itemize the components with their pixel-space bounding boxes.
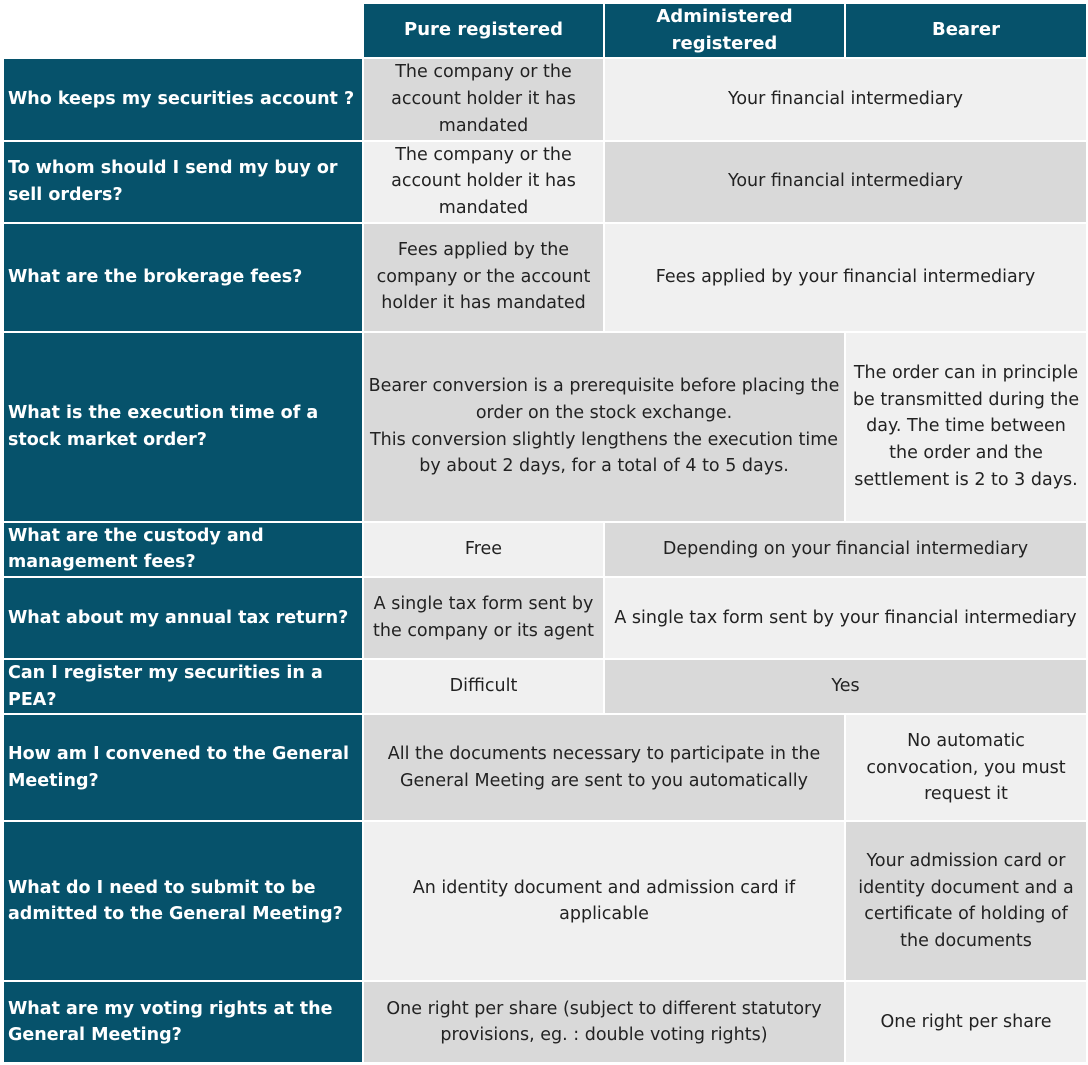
answer-pure: A single tax form sent by the company or its agent [364, 578, 603, 658]
col-header-pure: Pure registered [364, 4, 603, 57]
answer-bearer: Your admission card or identity document and a certificate of holding of the documents [846, 822, 1086, 980]
row-question: What are the custody and management fees? [4, 523, 362, 576]
answer-line: This conversion slightly lengthens the execution time by about 2 days, for a total of 4 to 5 days. [369, 429, 839, 477]
answer-bearer: One right per share [846, 982, 1086, 1062]
answer-bearer: No automatic convocation, you must request it [846, 715, 1086, 820]
answer-pure: Fees applied by the company or the account holder it has mandated [364, 224, 603, 331]
row-question: Can I register my securities in a PEA? [4, 660, 362, 713]
row-question: What is the execution time of a stock market order? [4, 333, 362, 521]
answer-pure-administered: An identity document and admission card if applicable [364, 822, 844, 980]
answer-pure-administered: All the documents necessary to participate in the General Meeting are sent to you automatically [364, 715, 844, 820]
answer-bearer: The order can in principle be transmitted during the day. The time between the order and the settlement is 2 to 3 days. [846, 333, 1086, 521]
table-row [4, 822, 1086, 980]
answer-administered-bearer: Your financial intermediary [605, 59, 1086, 139]
col-header-bearer: Bearer [846, 4, 1086, 57]
comparison-table [2, 2, 1088, 1064]
answer-administered-bearer: Fees applied by your financial intermediary [605, 224, 1086, 331]
answer-administered-bearer: Your financial intermediary [605, 142, 1086, 222]
answer-pure: The company or the account holder it has mandated [364, 59, 603, 139]
table-row [4, 660, 1086, 713]
answer-administered-bearer: Depending on your financial intermediary [605, 523, 1086, 576]
table-row [4, 715, 1086, 820]
table-row [4, 142, 1086, 222]
answer-pure-administered: One right per share (subject to different statutory provisions, eg. : double voting rights) [364, 982, 844, 1062]
answer-administered-bearer: A single tax form sent by your financial intermediary [605, 578, 1086, 658]
row-question: To whom should I send my buy or sell orders? [4, 142, 362, 222]
col-header-administered: Administered registered [605, 4, 844, 57]
row-question: What are the brokerage fees? [4, 224, 362, 331]
row-question: How am I convened to the General Meeting? [4, 715, 362, 820]
table-row [4, 224, 1086, 331]
row-question: What about my annual tax return? [4, 578, 362, 658]
answer-pure: The company or the account holder it has mandated [364, 142, 603, 222]
table-row [4, 982, 1086, 1062]
answer-pure: Free [364, 523, 603, 576]
corner-cell [4, 4, 362, 57]
answer-administered-bearer: Yes [605, 660, 1086, 713]
answer-pure-administered [364, 333, 844, 521]
header-row [4, 4, 1086, 57]
table-row [4, 59, 1086, 139]
table-row [4, 333, 1086, 521]
table-row [4, 578, 1086, 658]
answer-pure: Difficult [364, 660, 603, 713]
row-question: Who keeps my securities account ? [4, 59, 362, 139]
row-question: What do I need to submit to be admitted to the General Meeting? [4, 822, 362, 980]
table-row [4, 523, 1086, 576]
row-question: What are my voting rights at the General Meeting? [4, 982, 362, 1062]
answer-line: Bearer conversion is a prerequisite before placing the order on the stock exchange. [368, 376, 840, 423]
